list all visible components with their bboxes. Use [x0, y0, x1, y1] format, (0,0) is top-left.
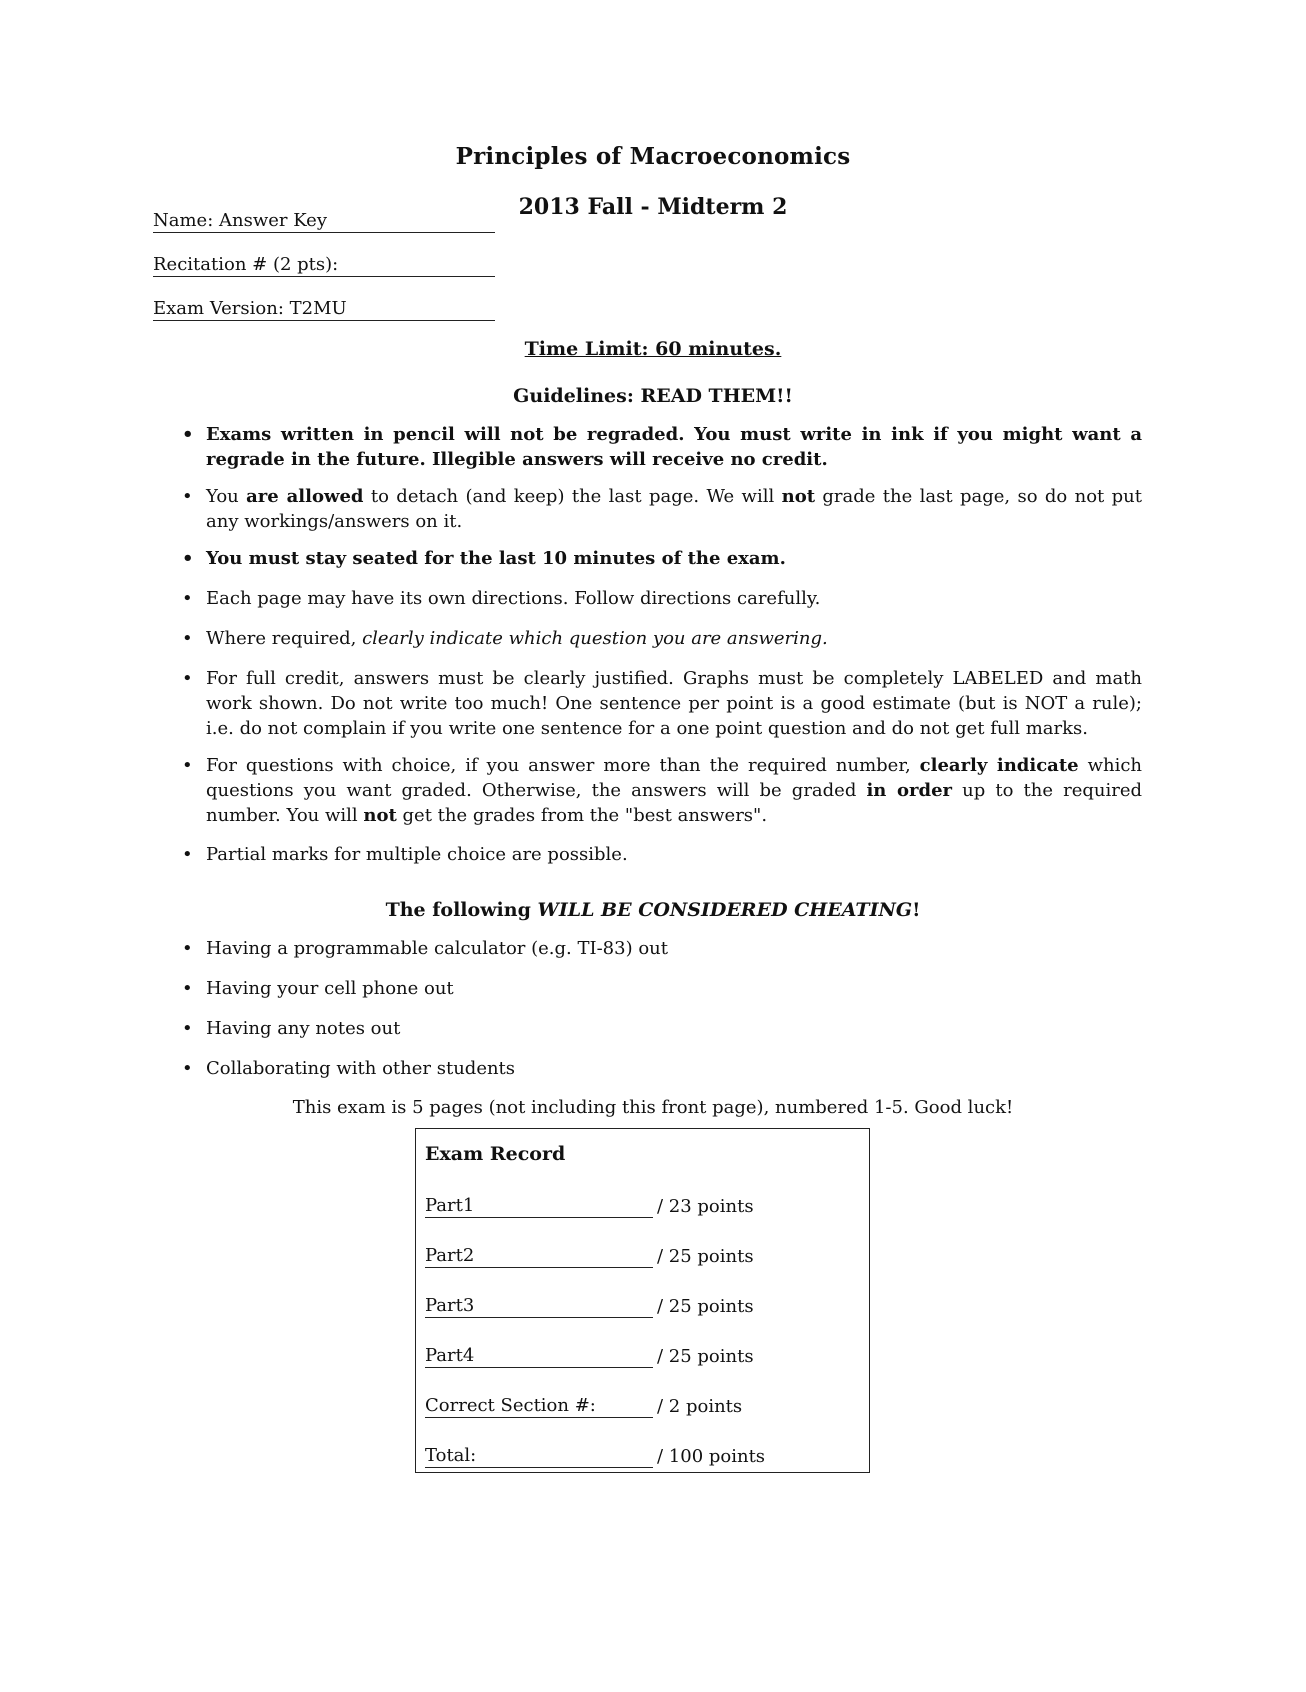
exam-record-label: Part2: [425, 1245, 653, 1268]
guideline-detach: [182, 484, 1142, 534]
exam-record-row: [425, 1245, 754, 1269]
cheating-item: • Having a programmable calculator (e.g. TI-83) out: [182, 936, 1142, 961]
exam-record-label: Total:: [425, 1445, 653, 1468]
guideline-choice-text: For questions with choice, if you answer more than the required number,: [206, 755, 920, 776]
guideline-detach-not: not: [781, 486, 816, 507]
guideline-choice-clearly: clearly indicate: [919, 755, 1079, 776]
exam-record-row: [425, 1445, 765, 1469]
guideline-detach-text-2: to detach (and keep) the last page. We will: [363, 486, 782, 507]
exam-record-box: [415, 1128, 870, 1473]
exam-record-label: Correct Section #:: [425, 1395, 653, 1418]
guideline-detach-allowed: are allowed: [246, 486, 364, 507]
guideline-choice-order: in order: [866, 780, 953, 801]
guideline-partial: • Partial marks for multiple choice are possible.: [182, 842, 1142, 867]
exam-record-label: Part1: [425, 1195, 653, 1218]
guideline-detach-text-3: grade the last page, so do not put any workings/answers on it.: [206, 486, 1142, 532]
cheating-item: • Collaborating with other students: [182, 1056, 1142, 1081]
guideline-choice-text-3: up to the required number. You will: [206, 780, 1143, 826]
recitation-field: Recitation # (2 pts):: [153, 254, 495, 277]
exam-record-points: / 100 points: [657, 1446, 766, 1467]
exam-title: Principles of Macroeconomics: [455, 143, 851, 170]
cheating-heading-em: WILL BE CONSIDERED CHEATING: [537, 899, 913, 921]
exam-record-label: Part3: [425, 1295, 653, 1318]
time-limit-text: Time Limit: 60 minutes.: [524, 338, 782, 360]
guideline-pencil: • Exams written in pencil will not be regraded. You must write in ink if you might want a regrade in the future. Illegible answers will receive no credit.: [182, 422, 1142, 472]
exam-record-label: Part4: [425, 1345, 653, 1368]
closing-note: This exam is 5 pages (not including this front page), numbered 1-5. Good luck!: [292, 1097, 1014, 1118]
cheating-item: • Having your cell phone out: [182, 976, 1142, 1001]
cheating-list: [182, 936, 1142, 1081]
cheating-heading: [0, 899, 1306, 921]
cheating-heading-post: !: [912, 899, 921, 921]
guideline-directions: • Each page may have its own directions. Follow directions carefully.: [182, 586, 1142, 611]
exam-record-row: [425, 1295, 754, 1319]
guideline-indicate: [182, 626, 1142, 651]
exam-record-row: [425, 1345, 754, 1369]
guidelines-heading: Guidelines: READ THEM!!: [513, 385, 793, 407]
name-field: Name: Answer Key: [153, 210, 495, 233]
guideline-choice: [182, 753, 1142, 828]
exam-record-row: [425, 1195, 754, 1219]
guideline-detach-text: You: [206, 486, 247, 507]
guideline-indicate-text: Where required,: [206, 628, 363, 649]
guideline-choice-text-4: get the grades from the "best answers".: [396, 805, 768, 826]
exam-record-points: / 25 points: [657, 1346, 754, 1367]
guideline-indicate-italic: clearly indicate which question you are answering.: [362, 628, 828, 649]
exam-record-points: / 23 points: [657, 1196, 754, 1217]
exam-record-points: / 25 points: [657, 1246, 754, 1267]
guideline-full-credit: • For full credit, answers must be clearly justified. Graphs must be completely LABELED and math work shown. Do not write too much! One sentence per point is a good estimate (but is NOT a rule); i.e. do not complain if you write one sentence for a one point question and do not get full marks.: [182, 666, 1142, 741]
guideline-seated: • You must stay seated for the last 10 minutes of the exam.: [182, 546, 1142, 571]
exam-version-field: Exam Version: T2MU: [153, 298, 495, 321]
cheating-item: • Having any notes out: [182, 1016, 1142, 1041]
exam-record-points: / 2 points: [657, 1396, 743, 1417]
guideline-choice-text-2: which questions you want graded. Otherwise, the answers will be graded: [206, 755, 1143, 801]
exam-record-row: [425, 1395, 742, 1419]
time-limit: [0, 338, 1306, 360]
cheating-heading-pre: The following: [385, 899, 538, 921]
exam-record-title: Exam Record: [425, 1143, 566, 1165]
guideline-choice-not: not: [363, 805, 397, 826]
exam-subtitle: 2013 Fall - Midterm 2: [518, 194, 788, 220]
exam-record-points: / 25 points: [657, 1296, 754, 1317]
guidelines-list: [182, 422, 1142, 867]
